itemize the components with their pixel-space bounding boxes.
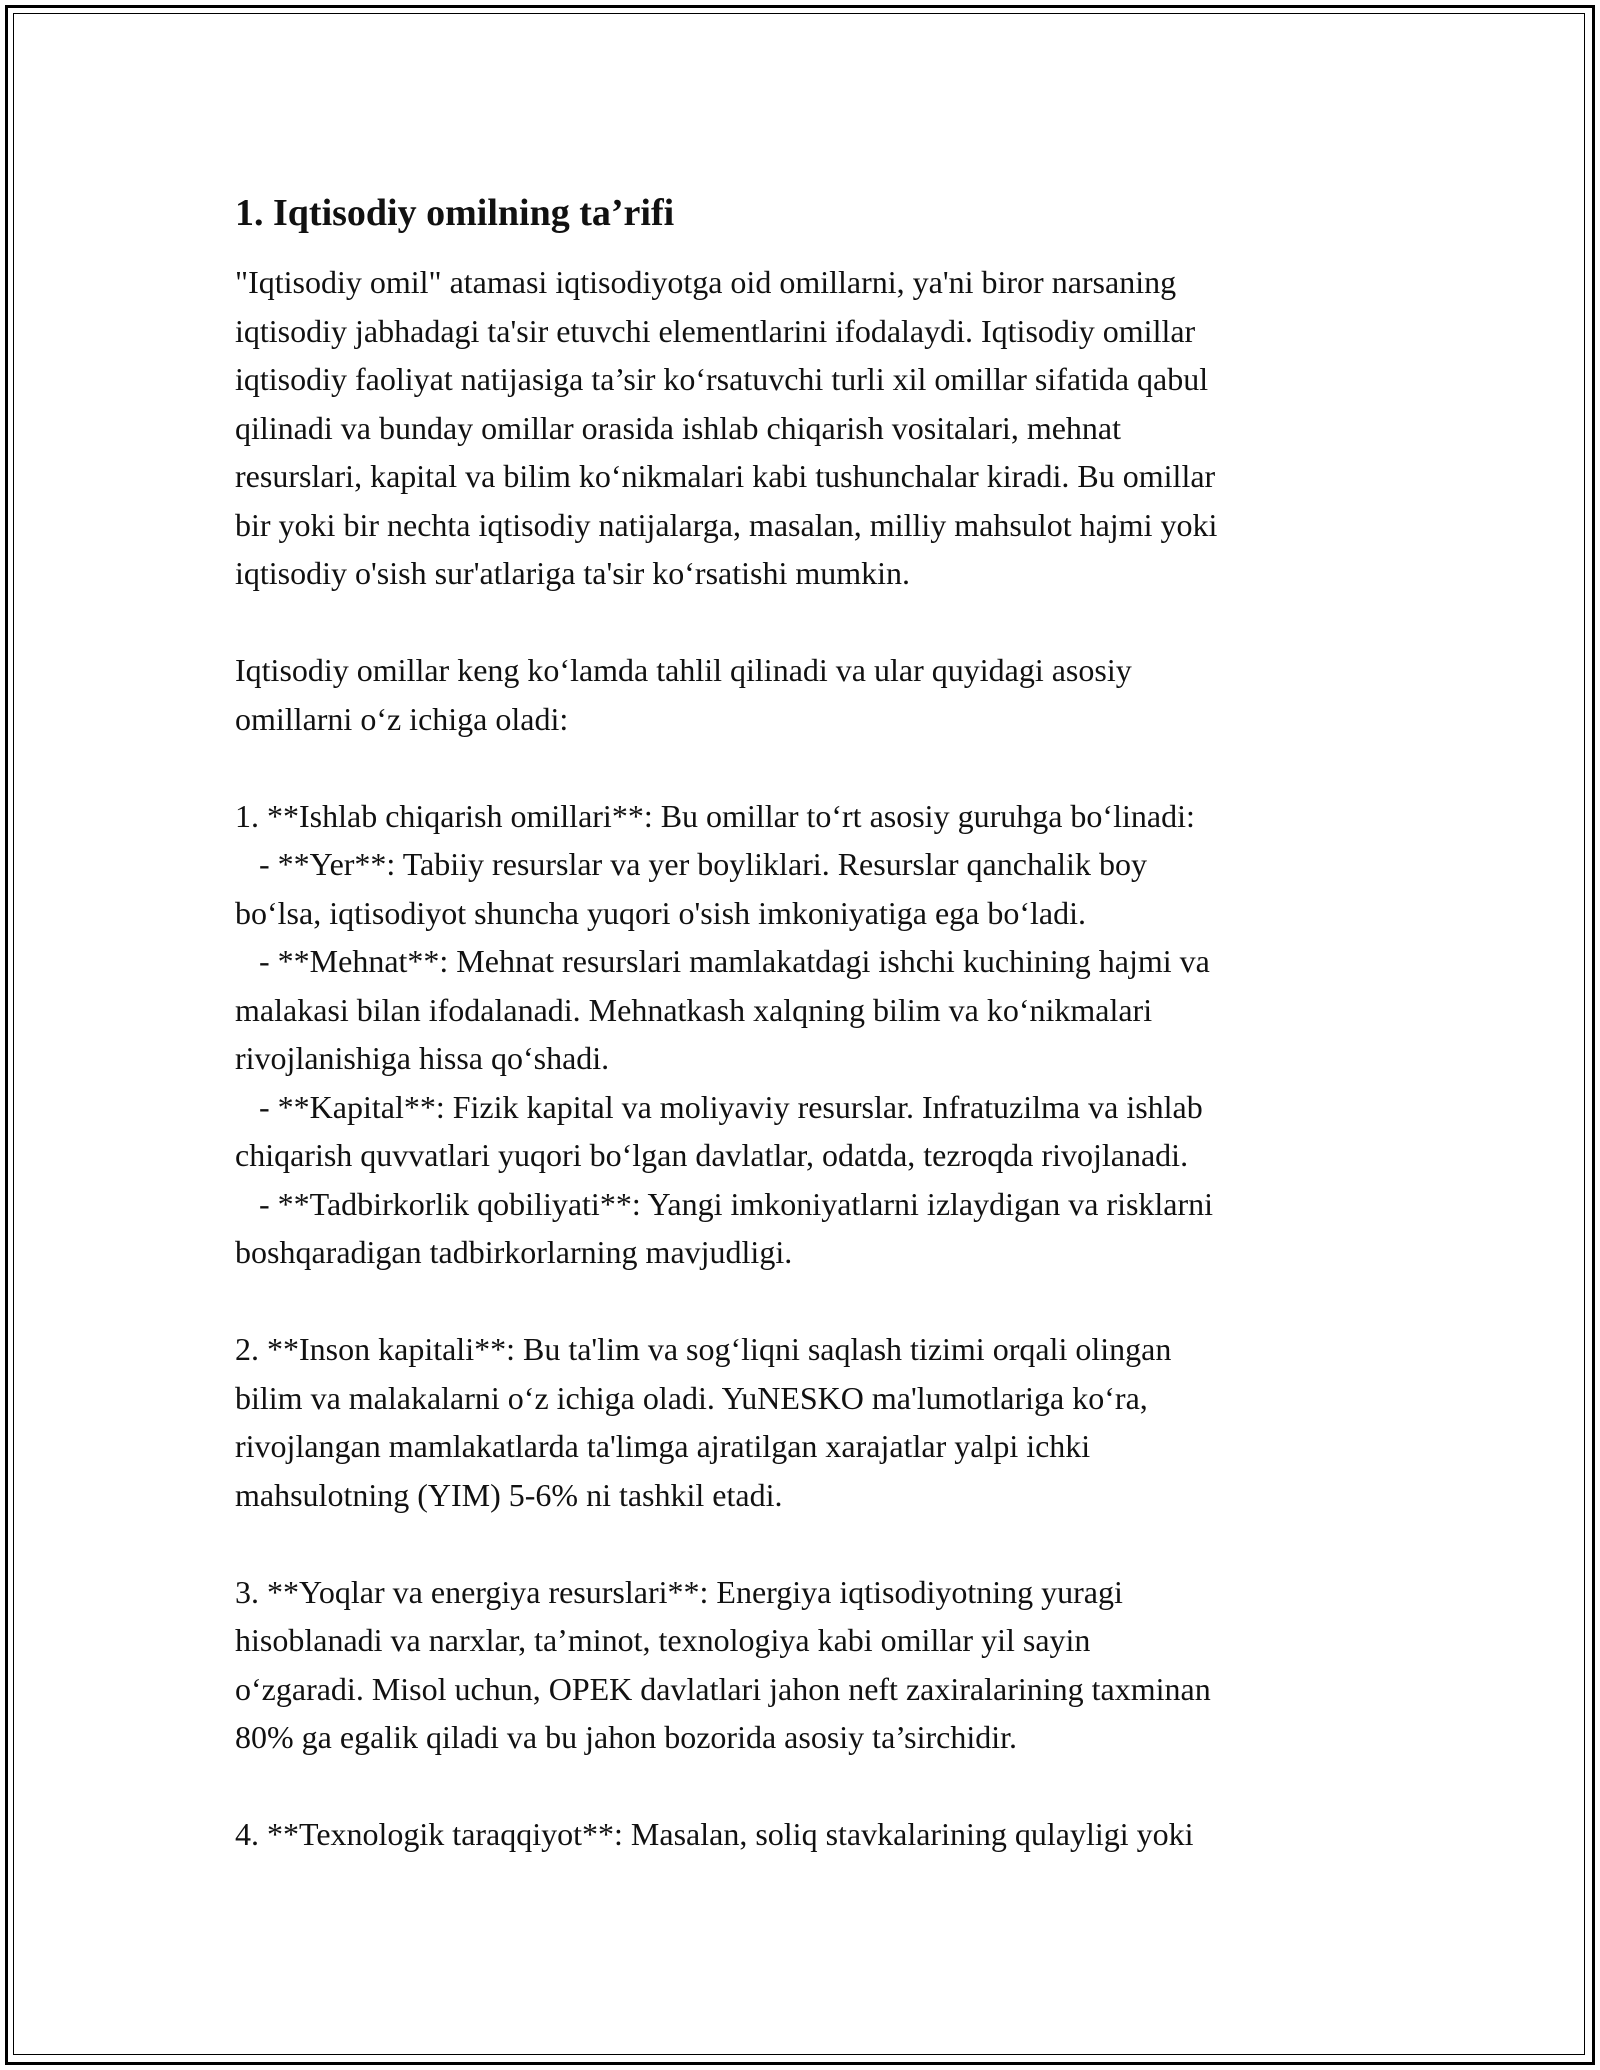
- text-line: - **Yer**: Tabiiy resurslar va yer boyliklari. Resurslar qanchalik boy: [235, 846, 1147, 882]
- text-line: 1. **Ishlab chiqarish omillari**: Bu omillar to‘rt asosiy guruhga bo‘linadi:: [235, 797, 1195, 834]
- blank-line: [235, 1762, 1385, 1811]
- document-body: [235, 188, 1385, 1859]
- text-line: rivojlangan mamlakatlarda ta'limga ajratilgan xarajatlar yalpi ichki: [235, 1428, 1091, 1464]
- text-line: chiqarish quvvatlari yuqori bo‘lgan davlatlar, odatda, tezroqda rivojlanadi.: [235, 1137, 1189, 1173]
- text-line: "Iqtisodiy omil" atamasi iqtisodiyotga oid omillarni, ya'ni biror narsaning: [235, 264, 1177, 300]
- blank-line: [235, 743, 1385, 792]
- text-line: - **Kapital**: Fizik kapital va moliyaviy resurslar. Infratuzilma va ishlab: [235, 1088, 1203, 1125]
- text-line: boshqaradigan tadbirkorlarning mavjudligi.: [235, 1234, 793, 1270]
- text-line: bo‘lsa, iqtisodiyot shuncha yuqori o'sish imkoniyatiga ega bo‘ladi.: [235, 894, 1086, 931]
- text-line: - **Mehnat**: Mehnat resurslari mamlakatdagi ishchi kuchining hajmi va: [235, 943, 1210, 979]
- text-line: iqtisodiy o'sish sur'atlariga ta'sir ko‘rsatishi mumkin.: [235, 555, 911, 591]
- text-line: malakasi bilan ifodalanadi. Mehnatkash xalqning bilim va ko‘nikmalari: [235, 991, 1153, 1028]
- text-line: iqtisodiy faoliyat natijasiga ta’sir ko‘rsatuvchi turli xil omillar sifatida qabul: [235, 361, 1209, 397]
- text-line: bilim va malakalarni o‘z ichiga oladi. YuNESKO ma'lumotlariga ko‘ra,: [235, 1379, 1148, 1416]
- blank-line: [235, 1277, 1385, 1326]
- text-line: Iqtisodiy omillar keng ko‘lamda tahlil qilinadi va ular quyidagi asosiy: [235, 652, 1132, 688]
- blank-line: [235, 1519, 1385, 1568]
- section-heading: 1. Iqtisodiy omilning ta’rifi: [235, 192, 675, 234]
- blank-line: [235, 598, 1385, 647]
- document-text: [235, 258, 1385, 1859]
- text-line: 4. **Texnologik taraqqiyot**: Masalan, soliq stavkalarining qulayligi yoki: [235, 1816, 1194, 1852]
- text-line: bir yoki bir nechta iqtisodiy natijalarga, masalan, milliy mahsulot hajmi yoki: [235, 506, 1218, 543]
- text-line: iqtisodiy jabhadagi ta'sir etuvchi elementlarini ifodalaydi. Iqtisodiy omillar: [235, 312, 1196, 349]
- text-line: 2. **Inson kapitali**: Bu ta'lim va sog‘liqni saqlash tizimi orqali olingan: [235, 1331, 1172, 1367]
- text-line: 80% ga egalik qiladi va bu jahon bozorida asosiy ta’sirchidir.: [235, 1719, 1018, 1755]
- text-line: omillarni o‘z ichiga oladi:: [235, 700, 569, 737]
- text-line: o‘zgaradi. Misol uchun, OPEK davlatlari jahon neft zaxiralarining taxminan: [235, 1670, 1211, 1707]
- text-line: - **Tadbirkorlik qobiliyati**: Yangi imkoniyatlarni izlaydigan va risklarni: [235, 1185, 1214, 1222]
- text-line: rivojlanishiga hissa qo‘shadi.: [235, 1040, 610, 1076]
- text-line: mahsulotning (YIM) 5-6% ni tashkil etadi.: [235, 1476, 783, 1513]
- text-line: resurslari, kapital va bilim ko‘nikmalari kabi tushunchalar kiradi. Bu omillar: [235, 458, 1216, 494]
- text-line: qilinadi va bunday omillar orasida ishlab chiqarish vositalari, mehnat: [235, 409, 1121, 446]
- text-line: 3. **Yoqlar va energiya resurslari**: Energiya iqtisodiyotning yuragi: [235, 1573, 1123, 1610]
- text-line: hisoblanadi va narxlar, ta’minot, texnologiya kabi omillar yil sayin: [235, 1622, 1091, 1658]
